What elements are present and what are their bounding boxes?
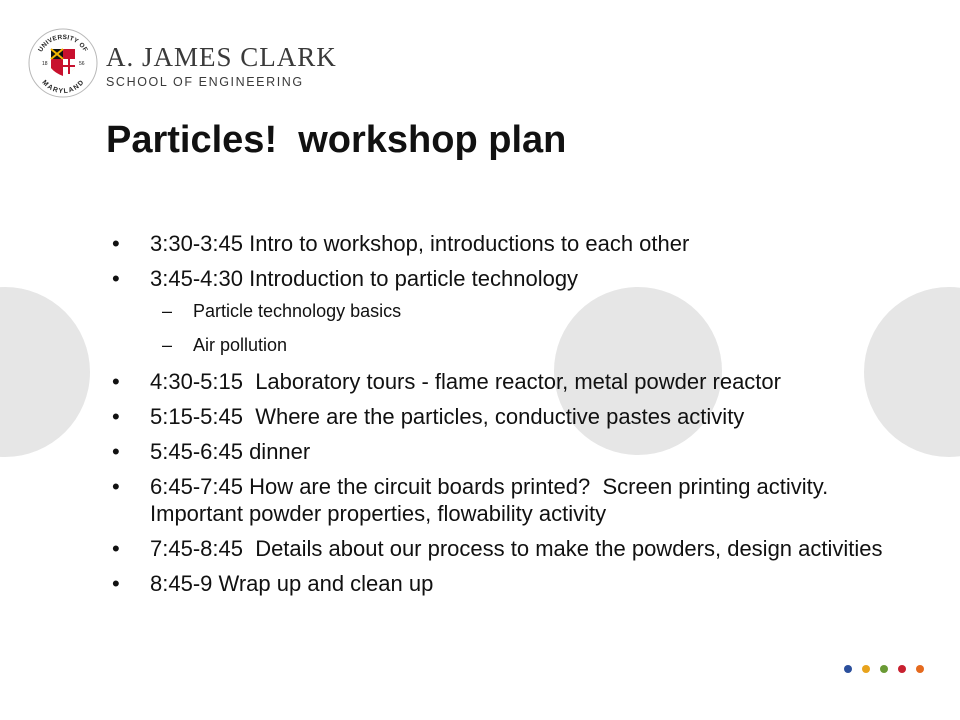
footer-dot [916,665,924,673]
sub-bullet-item: – Air pollution [112,334,912,356]
svg-text:56: 56 [79,61,85,67]
bullet-list [112,230,912,605]
slide-title: Particles! workshop plan [106,119,567,161]
svg-text:18: 18 [42,61,48,67]
decorative-circle-left [0,287,90,457]
school-name: A. JAMES CLARK [106,42,337,72]
bullet-item: • 7:45-8:45 Details about our process to make the powders, design activities [112,535,912,562]
footer-dot [880,665,888,673]
bullet-item: • 5:45-6:45 dinner [112,438,912,465]
bullet-item: • 8:45-9 Wrap up and clean up [112,570,912,597]
bullet-item: • 3:30-3:45 Intro to workshop, introductions to each other [112,230,912,257]
svg-text:MARYLAND: MARYLAND [40,79,86,96]
footer-dot [862,665,870,673]
bullet-item: • 3:45-4:30 Introduction to particle technology [112,265,912,292]
footer-dots [844,665,924,673]
university-seal-logo [28,28,98,98]
bullet-item: • 6:45-7:45 How are the circuit boards printed? Screen printing activity. Important powder properties, flowability activity [112,473,912,527]
sub-bullet-item: – Particle technology basics [112,300,912,322]
footer-dot [844,665,852,673]
school-subtitle: SCHOOL OF ENGINEERING [106,75,304,89]
footer-dot [898,665,906,673]
bullet-item: • 4:30-5:15 Laboratory tours - flame reactor, metal powder reactor [112,368,912,395]
school-wordmark [106,44,337,89]
svg-text:UNIVERSITY OF: UNIVERSITY OF [37,33,89,54]
bullet-item: • 5:15-5:45 Where are the particles, conductive pastes activity [112,403,912,430]
